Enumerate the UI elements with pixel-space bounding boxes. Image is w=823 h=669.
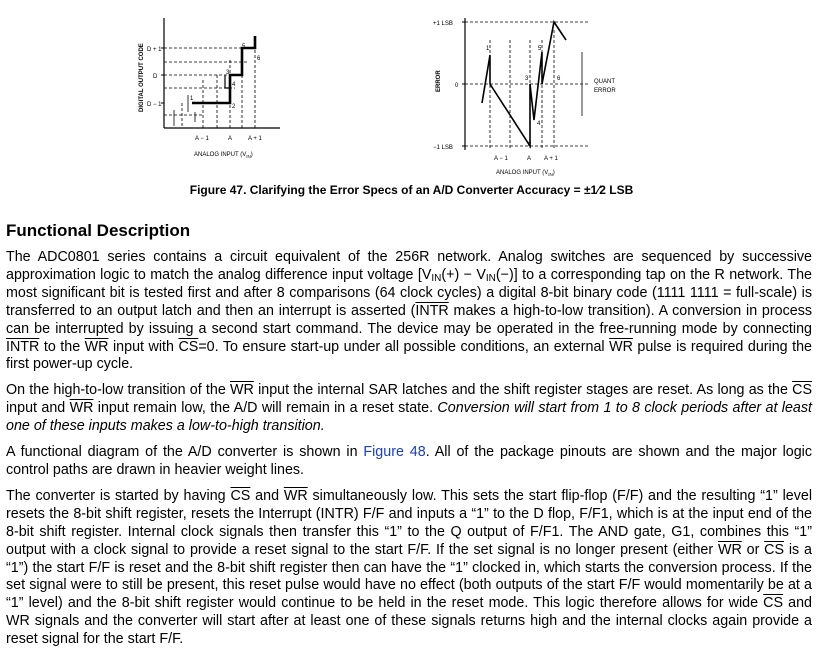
left-staircase [192,36,255,103]
paragraph-3: A functional diagram of the A/D converter is shown in Figure 48. All of the package pinouts are shown and the major logic control paths are drawn in heavier weight lines. [6,444,813,478]
right-annotation-2: ERROR [594,88,616,94]
right-xtick-0: A − 1 [494,156,508,162]
left-ytick-1: D [153,74,158,80]
left-ytick-2: D − 1 [147,102,162,108]
right-xtick-1: A [527,156,532,162]
right-ytick-2: −1 LSB [433,145,453,151]
figure-caption: Figure 47. Clarifying the Error Specs of an A/D Converter Accuracy = ±1⁄2 LSB [189,183,634,197]
left-x-axis-label: ANALOG INPUT $(V_{IN})$ [194,152,253,159]
right-gridlines [465,22,590,150]
left-point-3: 3 [226,70,230,76]
right-point-5: 5 [538,46,542,52]
left-y-axis-label: DIGITAL OUTPUT CODE [139,43,145,112]
left-point-4: 4 [232,82,236,88]
figure-47 [0,0,823,200]
left-point-1: 1 [190,96,194,102]
left-ytick-0: D + 1 [147,47,162,53]
right-x-axis-label: ANALOG INPUT $(V_{IN})$ [496,170,555,177]
intr-signal: INTR [415,302,449,319]
error-chart [430,0,630,180]
right-annotation-1: QUANT [594,79,615,85]
right-ytick-1: 0 [455,83,459,89]
left-xtick-1: A [228,136,233,142]
paragraph-1: The ADC0801 series contains a circuit equivalent of the 256R network. Analog switches are sequenced by successive approximation logic to match the analog difference input voltage $[V_{IN}(+) - V_{IN}(-)]$ to a corresponding tap on the R network. The most significant bit is tested first and after 8 comparisons (64 clock cycles) a digital 8-bit binary code (1111 1111 = full-scale) is transferred to an output latch and then an interrupt is asserted (INTR makes a high-to-low transition). A conversion in process can be interrupted by issuing a second start command. The device may be operated in the free-running mode by connecting INTR to the $\overline{WR}$ input with $\overline{CS}=0$. To ensure start-up under all possible conditions, an external $\overline{WR}$ pulse is required during the first power-up cycle. [6,249,812,373]
left-point-6: 6 [257,56,261,62]
right-xtick-2: A + 1 [544,156,558,162]
right-point-3: 3 [525,76,529,82]
right-sawtooth [482,22,566,146]
right-point-2: 2 [528,142,532,148]
transfer-function-chart [130,0,290,170]
right-y-axis-label: ERROR [436,70,442,92]
left-point-2: 2 [232,104,236,110]
section-title: Functional Description [6,221,191,240]
right-point-1: 1 [486,46,490,52]
left-xtick-2: A + 1 [248,136,262,142]
right-ytick-0: +1 LSB [433,21,453,27]
paragraph-4: The converter is started by having $\overline{CS}$ and $\overline{WR}$ simultaneously low. This sets the start flip-flop (F/F) and the resulting “1” level resets the 8-bit shift register, resets the Interrupt (INTR) F/F and inputs a “1” to the D flop, F/F1, which is at the input end of the 8-bit shift register. Internal clock signals then transfer this “1” to the Q output of F/F1. The AND gate, G1, combines this “1” output with a clock signal to provide a reset signal to the start F/F. If the set signal is no longer present (either $\overline{WR}$ or $\overline{CS}$ is a “1”) the start F/F is reset and the 8-bit shift register then can have the “1” clocked in, which starts the conversion process. If the set signal were to still be present, this reset pulse would have no effect (both outputs of the start F/F would momentarily be at a “1” level) and the 8-bit shift register would continue to be held in the reset mode. This logic therefore allows for wide $\overline{CS}$ and WR signals and the converter will start after at least one of these signals returns high and the internal clocks again provide a reset signal for the start F/F. [6,487,812,648]
left-xtick-0: A − 1 [195,136,209,142]
figure-48-link[interactable]: Figure 48 [363,444,426,461]
right-point-4: 4 [537,121,541,127]
right-point-6: 6 [557,76,561,82]
paragraph-2: On the high-to-low transition of the $\overline{WR}$ input the internal SAR latches and the shift register stages are reset. As long as the $\overline{CS}$ input and $\overline{WR}$ input remain low, the A/D will remain in a reset state. Conversion will start from 1 to 8 clock periods after at least one of these inputs makes a low-to-high transition. [6,382,812,435]
body-text [6,249,812,657]
left-point-5: 5 [242,44,246,50]
